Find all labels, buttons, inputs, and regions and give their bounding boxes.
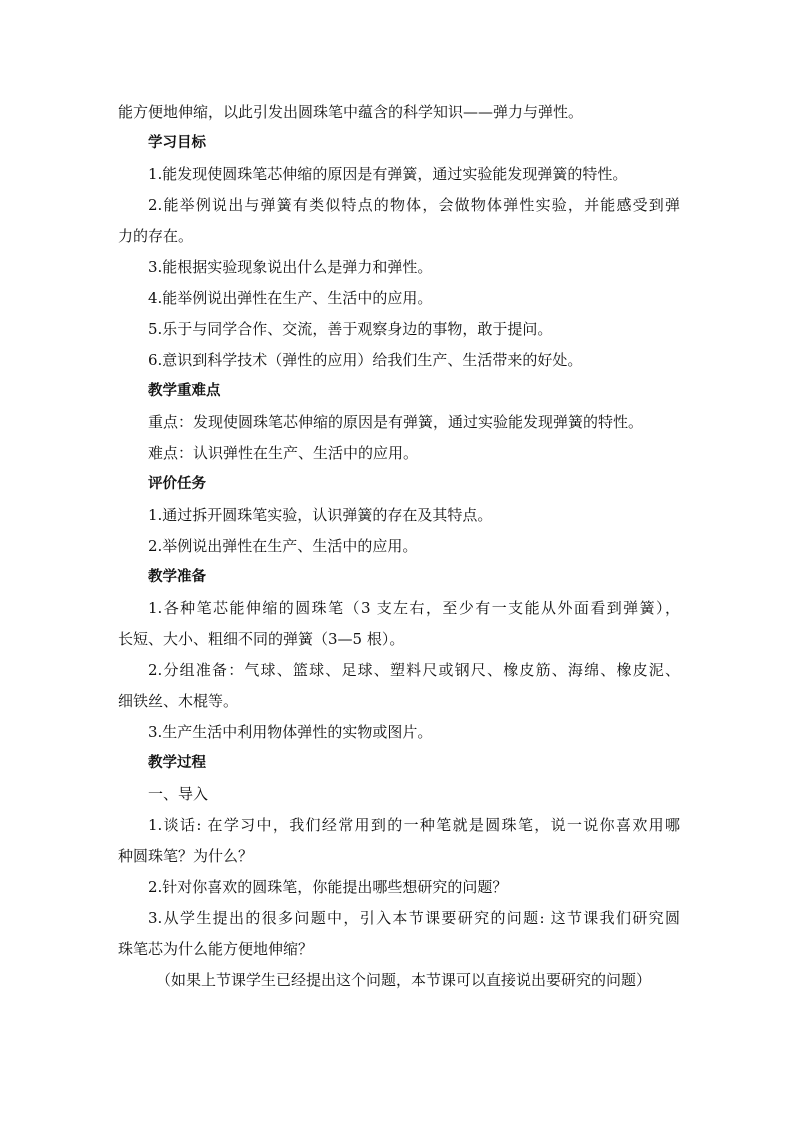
intro-step-1-line-2: 种圆珠笔？为什么？ (118, 847, 254, 865)
heading-evaluation: 评价任务 (148, 476, 206, 492)
heading-key-points: 教学重难点 (148, 383, 221, 399)
preparation-1-line-1: 1.各种笔芯能伸缩的圆珠笔（3 支左右，至少有一支能从外面看到弹簧）， (148, 599, 680, 617)
goal-1: 1.能发现使圆珠笔芯伸缩的原因是有弹簧，通过实验能发现弹簧的特性。 (148, 165, 628, 183)
preparation-1-line-2: 长短、大小、粗细不同的弹簧（3—5 根）。 (118, 630, 405, 648)
intro-step-3-line-1: 3.从学生提出的很多问题中，引入本节课要研究的问题: 这节课我们研究圆 (148, 909, 680, 927)
goal-4: 4.能举例说出弹性在生产、生活中的应用。 (148, 289, 433, 307)
heading-preparation: 教学准备 (148, 569, 206, 585)
preparation-2-line-2: 细铁丝、木棍等。 (118, 692, 239, 710)
preparation-3: 3.生产生活中利用物体弹性的实物或图片。 (148, 723, 433, 741)
teacher-note: （如果上节课学生已经提出这个问题，本节课可以直接说出要研究的问题） (156, 971, 652, 989)
goal-2-line-2: 力的存在。 (118, 227, 194, 245)
goal-6: 6.意识到科学技术（弹性的应用）给我们生产、生活带来的好处。 (148, 351, 583, 369)
document-page (118, 97, 680, 996)
intro-step-3-line-2: 珠笔芯为什么能方便地伸缩？ (118, 940, 314, 958)
evaluation-2: 2.举例说出弹性在生产、生活中的应用。 (148, 537, 418, 555)
evaluation-1: 1.通过拆开圆珠笔实验，认识弹簧的存在及其特点。 (148, 506, 493, 524)
heading-learning-goals: 学习目标 (148, 135, 206, 151)
section-intro: 一、导入 (148, 785, 209, 803)
key-point: 重点：发现使圆珠笔芯伸缩的原因是有弹簧，通过实验能发现弹簧的特性。 (148, 413, 644, 431)
preparation-2-line-1: 2.分组准备：气球、篮球、足球、塑料尺或钢尺、橡皮筋、海绵、橡皮泥、 (148, 661, 680, 679)
intro-continuation: 能方便地伸缩，以此引发出圆珠笔中蕴含的科学知识——弹力与弹性。 (118, 103, 584, 121)
goal-3: 3.能根据实验现象说出什么是弹力和弹性。 (148, 258, 433, 276)
goal-2-line-1: 2.能举例说出与弹簧有类似特点的物体，会做物体弹性实验，并能感受到弹 (148, 196, 680, 214)
difficult-point: 难点：认识弹性在生产、生活中的应用。 (148, 444, 419, 462)
intro-step-2: 2.针对你喜欢的圆珠笔，你能提出哪些想研究的问题？ (148, 878, 508, 896)
goal-5: 5.乐于与同学合作、交流，善于观察身边的事物，敢于提问。 (148, 320, 553, 338)
intro-step-1-line-1: 1.谈话: 在学习中，我们经常用到的一种笔就是圆珠笔，说一说你喜欢用哪 (148, 816, 680, 834)
heading-process: 教学过程 (148, 755, 206, 771)
